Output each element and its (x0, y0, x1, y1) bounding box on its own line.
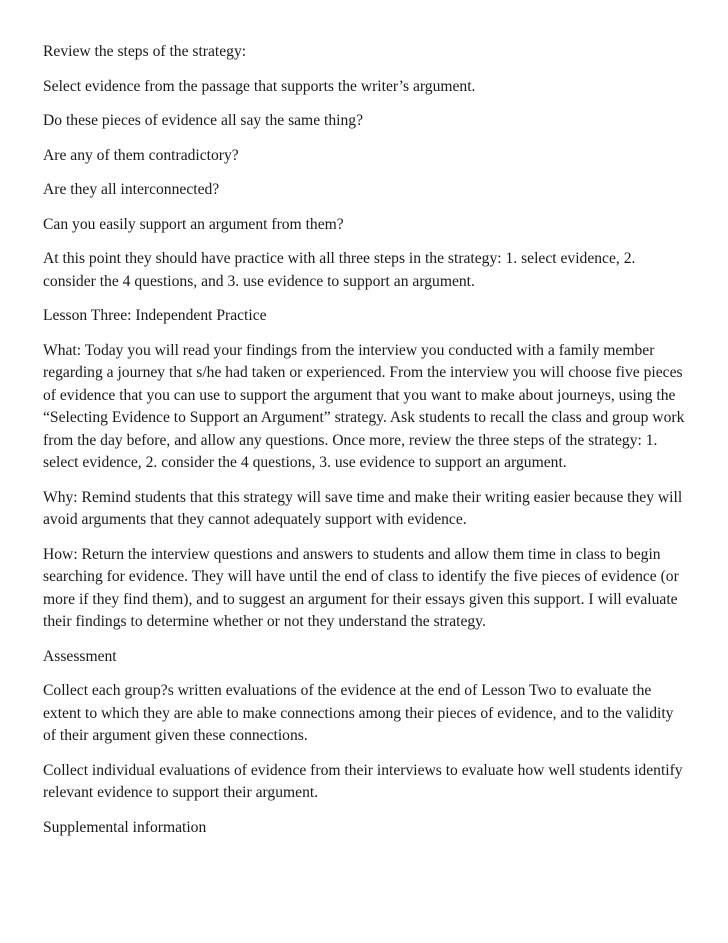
practice-summary-paragraph: At this point they should have practice with all three steps in the strategy: 1. select evidence, 2. consider the 4 questions, and 3. use evidence to support an argument. (43, 250, 636, 290)
why-paragraph: Why: Remind students that this strategy will save time and make their writing easier because they will avoid arguments that they cannot adequately support with evidence. (43, 488, 683, 528)
question-same-thing: Do these pieces of evidence all say the same thing? (43, 112, 363, 129)
step-select-evidence: Select evidence from the passage that supports the writer’s argument. (43, 77, 476, 95)
group-evaluation-paragraph: Collect each group?s written evaluations of the evidence at the end of Lesson Two to evaluate the extent to which they are able to make connections among their pieces of evidence, and to the validity of their argument given these connections. (43, 682, 674, 744)
individual-evaluation-paragraph: Collect individual evaluations of evidence from their interviews to evaluate how well students identify relevant evidence to support their argument. (43, 761, 683, 801)
question-interconnected: Are they all interconnected? (43, 181, 220, 198)
assessment-heading: Assessment (43, 647, 117, 665)
question-support-argument: Can you easily support an argument from them? (43, 215, 344, 233)
question-contradictory: Are any of them contradictory? (43, 146, 239, 164)
how-paragraph: How: Return the interview questions and answers to students and allow them time in class to begin searching for evidence. They will have until the end of class to identify the five pieces of evidence (or more if they find them), and to suggest an argument for their essays given this support. I will evaluate their findings to determine whether or not they understand the strategy. (43, 545, 679, 630)
what-paragraph: What: Today you will read your findings from the interview you conducted with a family member regarding a journey that s/he had taken or experienced. From the interview you will choose five pieces of evidence that you can use to support the argument that you want to make about journeys, using the “Selecting Evidence to Support an Argument” strategy. Ask students to recall the class and group work from the day before, and allow any questions. Once more, review the three steps of the strategy: 1. select evidence, 2. consider the 4 questions, 3. use evidence to support an argument. (43, 341, 685, 471)
lesson-three-heading: Lesson Three: Independent Practice (43, 307, 267, 324)
document-body (43, 41, 689, 851)
review-steps-heading: Review the steps of the strategy: (43, 43, 247, 60)
supplemental-information-heading: Supplemental information (43, 818, 207, 836)
